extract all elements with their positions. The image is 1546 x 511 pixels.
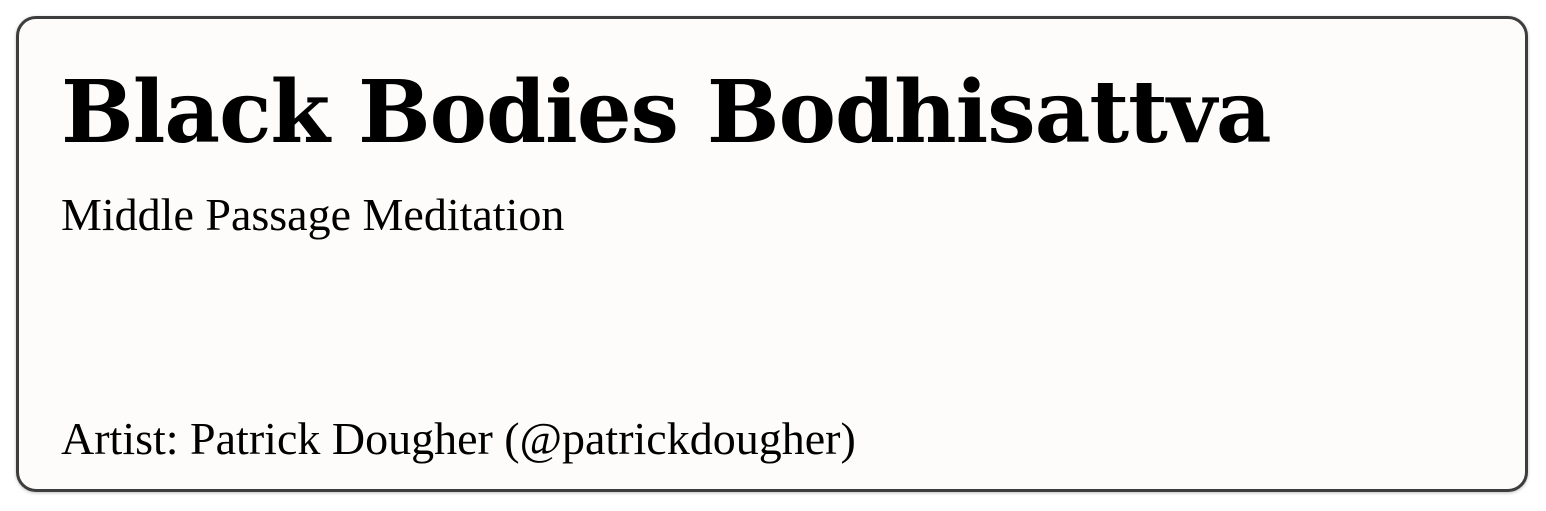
artwork-subtitle: Middle Passage Meditation bbox=[61, 189, 565, 240]
artwork-card bbox=[16, 16, 1528, 492]
artist-credit: Artist: Patrick Dougher (@patrickdougher) bbox=[61, 413, 856, 464]
artwork-title: Black Bodies Bodhisattva bbox=[61, 62, 1271, 163]
